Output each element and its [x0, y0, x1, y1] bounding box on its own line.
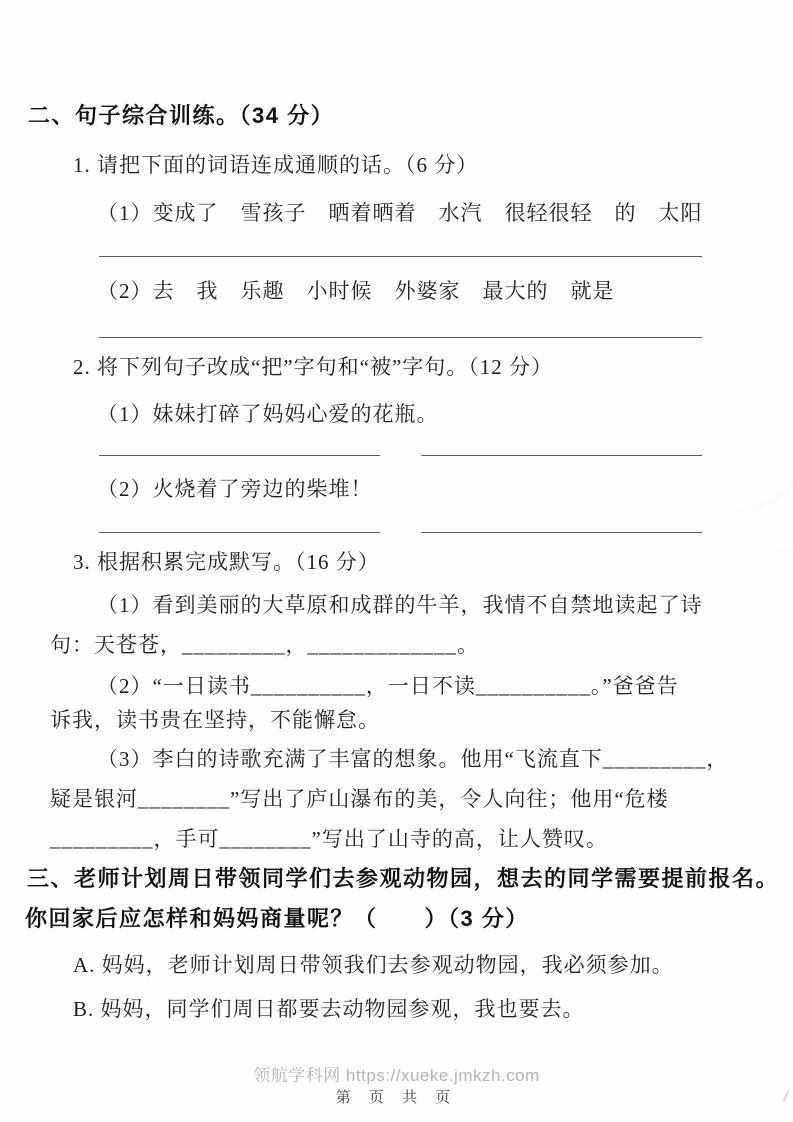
section-three-title-line-2: 你回家后应怎样和妈妈商量呢？（ ）（3 分） [25, 906, 529, 931]
q3-item-1-line-1: （1）看到美丽的大草原和成群的牛羊，我情不自禁地读起了诗 [97, 593, 703, 617]
q3-item-3-line-3: _________，手可________”写出了山寺的高，让人赞叹。 [50, 827, 608, 851]
q1-title: 1. 请把下面的词语连成通顺的话。（6 分） [73, 153, 479, 177]
q3-item-2-line-2: 诉我，读书贵在坚持，不能懈怠。 [50, 708, 380, 732]
answer-line [99, 256, 702, 257]
q2-item-1: （1）妹妹打碎了妈妈心爱的花瓶。 [97, 402, 439, 426]
q1-item-1: （1）变成了 雪孩子 晒着晒着 水汽 很轻很轻 的 太阳 [97, 201, 703, 225]
section-three-title-line-1: 三、老师计划周日带领同学们去参观动物园，想去的同学需要提前报名。 [27, 866, 780, 891]
q2-item-2: （2）火烧着了旁边的柴堆！ [97, 477, 373, 501]
scan-crease [669, 403, 793, 577]
page-number-label: 第 页 共 页 [335, 1089, 458, 1106]
q1-item-2: （2）去 我 乐趣 小时候 外婆家 最大的 就是 [97, 279, 615, 303]
answer-line [99, 337, 702, 338]
answer-line [421, 455, 702, 456]
answer-line [421, 532, 702, 533]
answer-line [99, 455, 380, 456]
answer-line [99, 532, 380, 533]
q3-item-3-line-2: 疑是银河________”写出了庐山瀑布的美，令人向往；他用“危楼 [50, 787, 669, 811]
q3-item-1-line-2: 句：天苍苍，_________，_____________。 [50, 633, 479, 657]
site-watermark: 领航学科网 https://xueke.jmkzh.com [253, 1066, 540, 1085]
scan-crease [631, 339, 793, 531]
q2-title: 2. 将下列句子改成“把”字句和“被”字句。（12 分） [73, 355, 554, 379]
q3-item-2-line-1: （2）“一日读书__________，一日不读__________。”爸爸告 [97, 674, 679, 698]
option-a: A. 妈妈，老师计划周日带领我们去参观动物园，我必须参加。 [73, 953, 674, 977]
section-two-title: 二、句子综合训练。（34 分） [28, 103, 335, 128]
q3-title: 3. 根据积累完成默写。（16 分） [73, 550, 380, 574]
q3-item-3-line-1: （3）李白的诗歌充满了丰富的想象。他用“飞流直下_________， [97, 747, 729, 771]
option-b: B. 妈妈，同学们周日都要去动物园参观，我也要去。 [73, 997, 585, 1021]
